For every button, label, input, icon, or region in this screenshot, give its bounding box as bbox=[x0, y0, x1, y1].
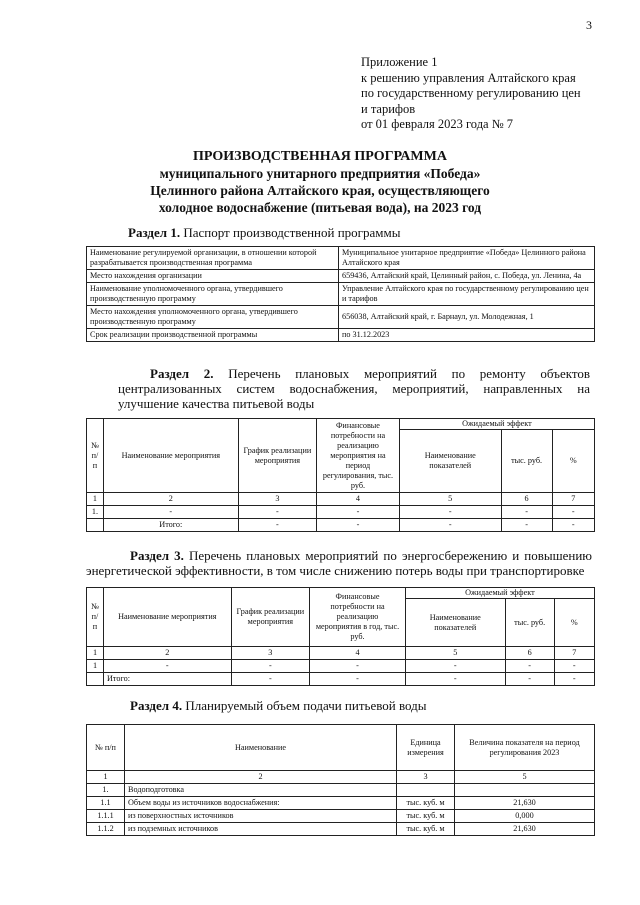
header-name: Наименование мероприятия bbox=[103, 419, 238, 493]
table-row bbox=[87, 329, 595, 342]
cell: - bbox=[552, 519, 594, 532]
header-effect: Ожидаемый эффект bbox=[405, 588, 594, 599]
title-line: муниципального унитарного предприятия «Победа» bbox=[159, 166, 481, 181]
cell: 2 bbox=[104, 647, 232, 660]
cell: - bbox=[554, 673, 594, 686]
appendix-line: Приложение 1 bbox=[361, 55, 438, 69]
section1-heading bbox=[128, 225, 400, 240]
cell: из поверхностных источников bbox=[125, 810, 397, 823]
cell: 3 bbox=[238, 493, 316, 506]
cell: 1 bbox=[87, 647, 104, 660]
appendix-line: от 01 февраля 2023 года № 7 bbox=[361, 117, 514, 131]
header-num: № п/п bbox=[87, 588, 104, 647]
cell: - bbox=[399, 519, 501, 532]
table-row bbox=[87, 519, 595, 532]
cell: по 31.12.2023 bbox=[339, 329, 595, 342]
cell: - bbox=[399, 506, 501, 519]
document-title bbox=[0, 148, 640, 216]
page-number: 3 bbox=[586, 18, 592, 32]
section4-title: Планируемый объем подачи питьевой воды bbox=[185, 698, 427, 713]
cell: Объем воды из источников водоснабжения: bbox=[125, 797, 397, 810]
section3-num: Раздел 3. bbox=[130, 548, 184, 563]
title-line: ПРОИЗВОДСТВЕННАЯ ПРОГРАММА bbox=[193, 149, 447, 164]
cell: 1.1.1 bbox=[87, 810, 125, 823]
cell: 21,630 bbox=[455, 823, 595, 836]
column-numbers-row bbox=[87, 647, 595, 660]
table-row bbox=[87, 797, 595, 810]
header-name: Наименование bbox=[125, 725, 397, 771]
cell: 5 bbox=[405, 647, 505, 660]
section2-num: Раздел 2. bbox=[150, 366, 214, 381]
cell: 2 bbox=[125, 771, 397, 784]
cell: 2 bbox=[103, 493, 238, 506]
cell: - bbox=[405, 660, 505, 673]
cell: Муниципальное унитарное предприятие «Победа» Целинного района Алтайского края bbox=[339, 247, 595, 270]
table-row bbox=[87, 810, 595, 823]
appendix-line: по государственному регулированию цен bbox=[361, 86, 581, 100]
cell: - bbox=[231, 660, 310, 673]
table-row bbox=[87, 823, 595, 836]
header-indicators: Наименование показателей bbox=[399, 430, 501, 493]
title-line: Целинного района Алтайского края, осуществляющего bbox=[150, 183, 490, 198]
cell: 4 bbox=[317, 493, 400, 506]
cell: 3 bbox=[397, 771, 455, 784]
table-row bbox=[87, 660, 595, 673]
cell: 0,000 bbox=[455, 810, 595, 823]
passport-table bbox=[86, 246, 595, 342]
cell: - bbox=[552, 506, 594, 519]
cell: 1.1.2 bbox=[87, 823, 125, 836]
table-header-row bbox=[87, 588, 595, 599]
cell: - bbox=[103, 506, 238, 519]
cell: Итого: bbox=[103, 519, 238, 532]
repair-measures-table bbox=[86, 418, 595, 532]
cell: - bbox=[317, 519, 400, 532]
cell: 1 bbox=[87, 660, 104, 673]
header-rub: тыс. руб. bbox=[505, 599, 554, 647]
title-line: холодное водоснабжение (питьевая вода), на 2023 год bbox=[158, 200, 482, 215]
cell: - bbox=[501, 506, 552, 519]
table-row bbox=[87, 283, 595, 306]
cell: Наименование регулируемой организации, в отношении которой разрабатывается производственная программа bbox=[87, 247, 339, 270]
cell: - bbox=[310, 673, 406, 686]
header-name: Наименование мероприятия bbox=[104, 588, 232, 647]
cell: 5 bbox=[399, 493, 501, 506]
cell: 1 bbox=[87, 493, 104, 506]
cell: - bbox=[310, 660, 406, 673]
table-header-row bbox=[87, 725, 595, 771]
section1-title: Паспорт производственной программы bbox=[183, 225, 401, 240]
table-row bbox=[87, 506, 595, 519]
cell: тыс. куб. м bbox=[397, 823, 455, 836]
cell: 1. bbox=[87, 506, 104, 519]
header-rub: тыс. руб. bbox=[501, 430, 552, 493]
cell: - bbox=[238, 519, 316, 532]
cell: 7 bbox=[552, 493, 594, 506]
table-row bbox=[87, 673, 595, 686]
cell bbox=[87, 673, 104, 686]
header-finance: Финансовые потребности на реализацию мероприятия на период регулирования, тыс. руб. bbox=[317, 419, 400, 493]
cell: - bbox=[554, 660, 594, 673]
cell: тыс. куб. м bbox=[397, 810, 455, 823]
header-value: Величина показателя на период регулирования 2023 bbox=[455, 725, 595, 771]
cell: 7 bbox=[554, 647, 594, 660]
table-row bbox=[87, 784, 595, 797]
header-schedule: График реализации мероприятия bbox=[238, 419, 316, 493]
cell: 4 bbox=[310, 647, 406, 660]
column-numbers-row bbox=[87, 493, 595, 506]
cell: - bbox=[405, 673, 505, 686]
cell: - bbox=[231, 673, 310, 686]
header-pct: % bbox=[552, 430, 594, 493]
table-row bbox=[87, 306, 595, 329]
cell: Срок реализации производственной программы bbox=[87, 329, 339, 342]
cell: тыс. куб. м bbox=[397, 797, 455, 810]
energy-measures-table bbox=[86, 587, 595, 686]
cell: 5 bbox=[455, 771, 595, 784]
cell: 3 bbox=[231, 647, 310, 660]
header-pct: % bbox=[554, 599, 594, 647]
cell: - bbox=[501, 519, 552, 532]
cell: Место нахождения уполномоченного органа, утвердившего производственную программу bbox=[87, 306, 339, 329]
header-num: № п/п bbox=[87, 419, 104, 493]
water-supply-table bbox=[86, 724, 595, 836]
cell: 1. bbox=[87, 784, 125, 797]
cell: - bbox=[104, 660, 232, 673]
cell: - bbox=[505, 660, 554, 673]
cell: 6 bbox=[501, 493, 552, 506]
section1-num: Раздел 1. bbox=[128, 225, 181, 240]
cell: 1 bbox=[87, 771, 125, 784]
cell: из подземных источников bbox=[125, 823, 397, 836]
header-indicators: Наименование показателей bbox=[405, 599, 505, 647]
cell: Управление Алтайского края по государственному регулированию цен и тарифов bbox=[339, 283, 595, 306]
cell: Место нахождения организации bbox=[87, 270, 339, 283]
cell: 656038, Алтайский край, г. Барнаул, ул. Молодежная, 1 bbox=[339, 306, 595, 329]
cell bbox=[455, 784, 595, 797]
cell bbox=[397, 784, 455, 797]
section2-title: Перечень плановых мероприятий по ремонту объектов централизованных систем водоснабжения, мероприятий, направленных на улучшение качества питьевой воды bbox=[118, 366, 591, 411]
appendix-block bbox=[361, 55, 621, 133]
appendix-line: к решению управления Алтайского края bbox=[361, 70, 576, 85]
cell: Водоподготовка bbox=[125, 784, 397, 797]
section2-heading bbox=[118, 366, 590, 411]
cell: Итого: bbox=[104, 673, 232, 686]
table-row bbox=[87, 247, 595, 270]
cell: - bbox=[317, 506, 400, 519]
cell: 21,630 bbox=[455, 797, 595, 810]
cell: 6 bbox=[505, 647, 554, 660]
header-num: № п/п bbox=[87, 725, 125, 771]
header-schedule: График реализации мероприятия bbox=[231, 588, 310, 647]
cell bbox=[87, 519, 104, 532]
cell: - bbox=[505, 673, 554, 686]
cell: Наименование уполномоченного органа, утвердившего производственную программу bbox=[87, 283, 339, 306]
cell: 1.1 bbox=[87, 797, 125, 810]
header-unit: Единица измерения bbox=[397, 725, 455, 771]
section4-num: Раздел 4. bbox=[130, 698, 183, 713]
appendix-line: и тарифов bbox=[361, 101, 416, 116]
section3-heading bbox=[86, 548, 592, 578]
column-numbers-row bbox=[87, 771, 595, 784]
section4-heading bbox=[130, 698, 427, 713]
table-row bbox=[87, 270, 595, 283]
section3-title: Перечень плановых мероприятий по энергосбережению и повышению энергетической эффективности, в том числе снижению потерь воды при транспортировке bbox=[86, 548, 592, 578]
table-header-row bbox=[87, 419, 595, 430]
cell: 659436, Алтайский край, Целинный район, с. Победа, ул. Ленина, 4а bbox=[339, 270, 595, 283]
header-effect: Ожидаемый эффект bbox=[399, 419, 594, 430]
cell: - bbox=[238, 506, 316, 519]
header-finance: Финансовые потребности на реализацию мероприятия в год, тыс. руб. bbox=[310, 588, 406, 647]
